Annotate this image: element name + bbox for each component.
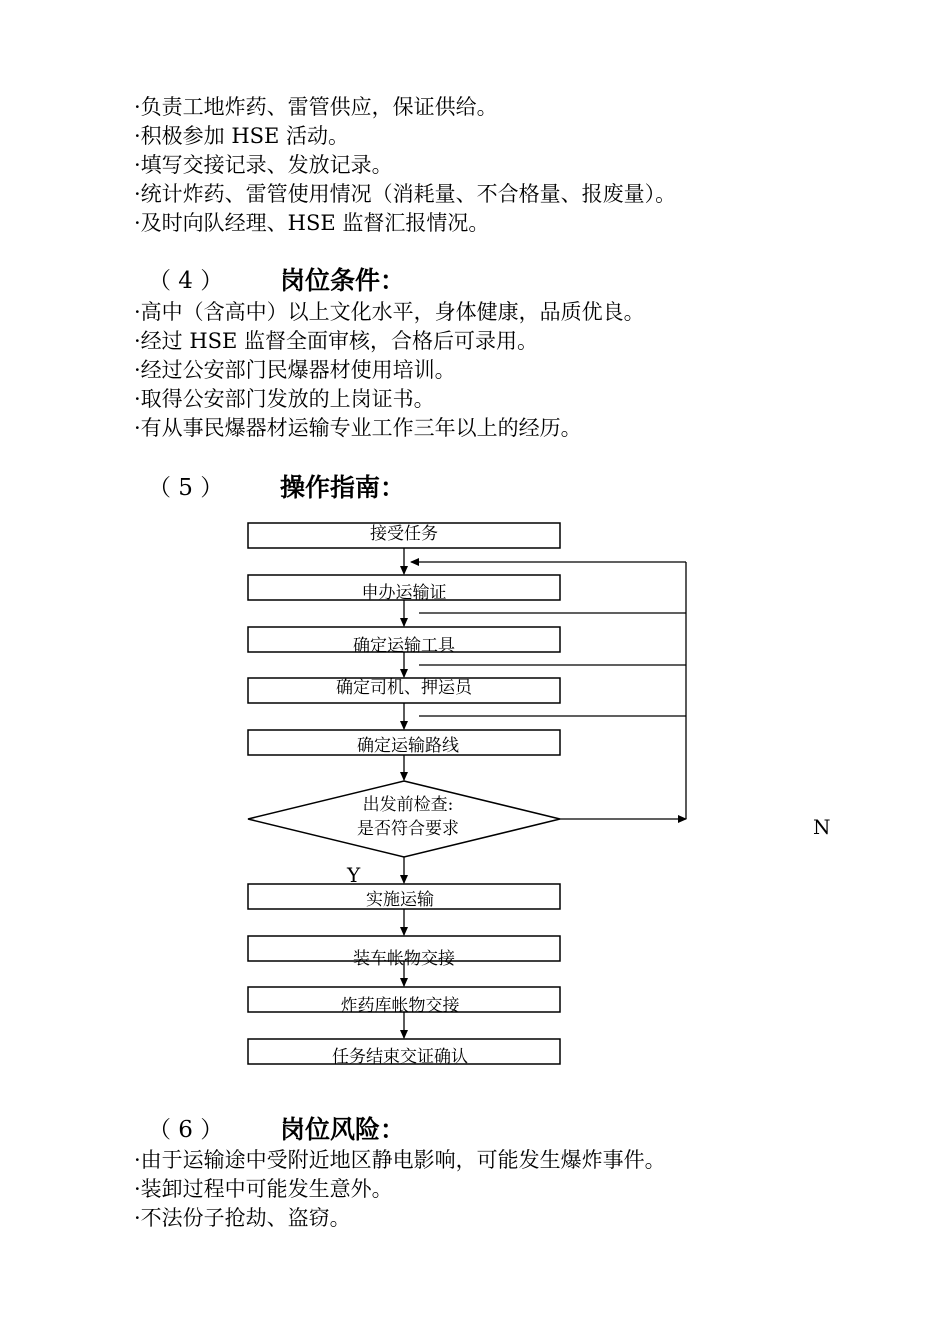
flow-step-label: 实施运输 bbox=[366, 890, 434, 910]
flow-decision-label: 是否符合要求 bbox=[357, 819, 459, 839]
duty-line: ·及时向队经理、HSE 监督汇报情况。 bbox=[134, 211, 490, 235]
duty-line: ·负责工地炸药、雷管供应，保证供给。 bbox=[134, 95, 498, 119]
section-6-title: 岗位风险： bbox=[280, 1115, 406, 1144]
flow-step-label: 确定司机、押运员 bbox=[336, 678, 472, 698]
requirement-line: ·经过 HSE 监督全面审核，合格后可录用。 bbox=[134, 329, 539, 353]
duty-line: ·积极参加 HSE 活动。 bbox=[134, 124, 350, 148]
requirement-line: ·有从事民爆器材运输专业工作三年以上的经历。 bbox=[134, 416, 582, 440]
flow-step-label: 确定运输工具 bbox=[353, 636, 455, 656]
flow-step-label: 装车帐物交接 bbox=[353, 949, 455, 969]
section-6-number: （ 6 ） bbox=[148, 1117, 224, 1143]
flow-step-label: 申办运输证 bbox=[361, 583, 447, 603]
flow-step-label: 炸药库帐物交接 bbox=[340, 996, 460, 1016]
section-5-title: 操作指南： bbox=[280, 473, 406, 502]
requirement-line: ·高中（含高中）以上文化水平，身体健康，品质优良。 bbox=[134, 300, 645, 324]
flow-step-label: 确定运输路线 bbox=[357, 736, 459, 756]
flow-decision-label: 出发前检查: bbox=[362, 795, 454, 815]
section-4-title: 岗位条件： bbox=[280, 266, 406, 295]
risk-line: ·装卸过程中可能发生意外。 bbox=[134, 1177, 393, 1201]
risk-line: ·由于运输途中受附近地区静电影响，可能发生爆炸事件。 bbox=[134, 1148, 666, 1172]
section-5-number: （ 5 ） bbox=[148, 475, 224, 501]
flow-step-label: 接受任务 bbox=[370, 524, 438, 544]
duty-line: ·统计炸药、雷管使用情况（消耗量、不合格量、报废量）。 bbox=[134, 182, 677, 206]
risk-line: ·不法份子抢劫、盗窃。 bbox=[134, 1206, 351, 1230]
duty-line: ·填写交接记录、发放记录。 bbox=[134, 153, 393, 177]
flow-yes-label: Y bbox=[347, 863, 361, 887]
flow-no-label: N bbox=[813, 815, 831, 839]
requirement-line: ·经过公安部门民爆器材使用培训。 bbox=[134, 358, 456, 382]
requirement-line: ·取得公安部门发放的上岗证书。 bbox=[134, 387, 435, 411]
section-4-number: （ 4 ） bbox=[148, 268, 224, 294]
flow-step-label: 任务结束交证确认 bbox=[332, 1047, 468, 1067]
